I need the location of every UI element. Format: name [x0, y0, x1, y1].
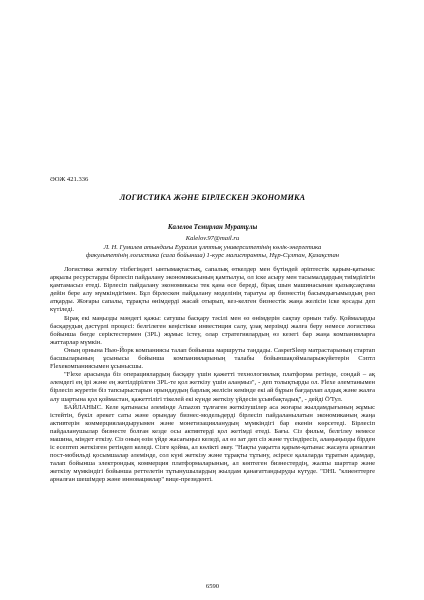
- author-affiliation: [50, 244, 375, 261]
- document-page: [50, 0, 375, 600]
- article-title: ЛОГИСТИКА ЖӘНЕ БІРЛЕСКЕН ЭКОНОМИКА: [119, 193, 306, 202]
- udk-code: ӘОЖ 421.336: [50, 176, 89, 183]
- page-number: 6590: [205, 583, 220, 590]
- author-name: Калелов Темирлан Муратұлы: [167, 224, 258, 231]
- body-paragraph: Оның орнына Нью-Йорк компаниясы талап бойынша маршруты таңдады. CasperSleep матрастарының стартап басшыларының ұсынысы бойынша компанияларының талабы бойыншақоймаларыжүйетерін Сэптл Flexекомпаниясымен ұсынысшы.: [50, 346, 375, 371]
- affiliation-line: факультетінің логистика (сала бойынша) 1-курс магистранты, Нұр-Сұлтан, Қазақстан: [85, 252, 340, 260]
- body-paragraph: Бірақ екі маңызды мәндегі қажы: сатушы басқару тәсілі мен өз өнімдерін сақтау орнын табу. Қоймаларды басқарудың дәстүрлі процесі: белгілеген кеңістікке инвестиция салу, ұзақ мерзімді жалға беру немесе логистика бойынша бөгде серіктестермен (3PL) жұмыс істеу, олар стратегиялардың өз кезегі бар жаңа компанияларға жаттарлар мүмкін.: [50, 314, 375, 346]
- body-paragraph: БАЙЛАНЫС. Келе қатынасы әлемінде Amazon тұлғаген жеткізушілер аса жоғары жылдамдығының жұмыс істейтін, бүкіл әрекет саты және орындау бизнес-модельдерді бірлесіп пайдаланылатын экономиканың жаңа активтерін коммерцияландыруымен және монетизацияланудың мүмкіндігі бар екенін көрсетеді. Бірлесіп пайдаланушылар бизнесте болған кезде осы активтерді қол жетімді етеді. Бағы. Сіз фильм, белгілеу немесе машина, міндет еткізу. Сіз оның өзін үйде жасағыңыз келеді, ал өз зат деп сіз және түсіндіресіз, алаңыңызды бірден іс есептеп жеткізген ретіндеп келеді. Сізге қойма, ал көлікті әкеу. "Нақты уақытта қарым-қатынас жасауға арналған пост-мобильді қосымшалар әлемінде, сол күні жеткізу және тұрақты тұтыну, әсіресе қалаларда тұратын адамдар, талап бойынша электрондық коммерция платформаларының, ал көптеген бизнестердің, жалпы шарттар және жеткізу мүмкіндігі бойынша реттелетін тұтынушылардың жылдам қанағаттандыруды күтуде. "DHL "клиенттерге арналған шешімдер және инновациялар" вице-президенті.: [50, 403, 375, 484]
- article-body: [50, 266, 375, 485]
- body-paragraph: "Flexe арасында біз операциялардың басқару үшін қажетті технологиялық платформа ретінде, сондай – ақ әлемдегі ең ірі және ең жетілдірілген 3PL-те қол жеткізу үшін алаңмыз", - деп толықтырды ол. Flexe әлемтанымен бірлесіп жүретін біз тапсырыстарын орындаудың барлық желісін кемінде екі ай бұрын бағдарлап алдық және жалға алу шартына қол қоймастан, қажеттілігі тікелей екі күнде жеткізу үйдесін ұсынбақтадық", - дейді Ӧ'Тул.: [50, 371, 375, 403]
- author-email: Kalelov.97@mail.ru: [185, 235, 240, 242]
- affiliation-line: Л. Н. Гумилев атындағы Еуразия ұлттық университетінің көлік-энергетика: [103, 244, 322, 251]
- body-paragraph: Логистика жеткізу тізбегіндегі ынтымақтастық, сапалық өткелдер мен бүтіндей әріптестік қарым-қатынас арқылы ресурстарды бірлесіп пайдалану экономикасының қамтылуы, ол іске асыру мен тасымалдардың тиімділігін қамтамасыз етеді. Бірлесіп пайдалану экономикасы тек қана өсе береді, бірақ шын машинасынан қызықсақтама дейін бере алу мүмкіндігімен. Бұл бірлескен пайдалану моделінің таратуы әр бизнестің басымдығымыздың рөл атқарды. Жоғары сапалы, тұрақты өнімдерді жасай отырып, кез-келген бизнестік жаңа желісін іске қосады деп күтіледі.: [50, 266, 375, 314]
